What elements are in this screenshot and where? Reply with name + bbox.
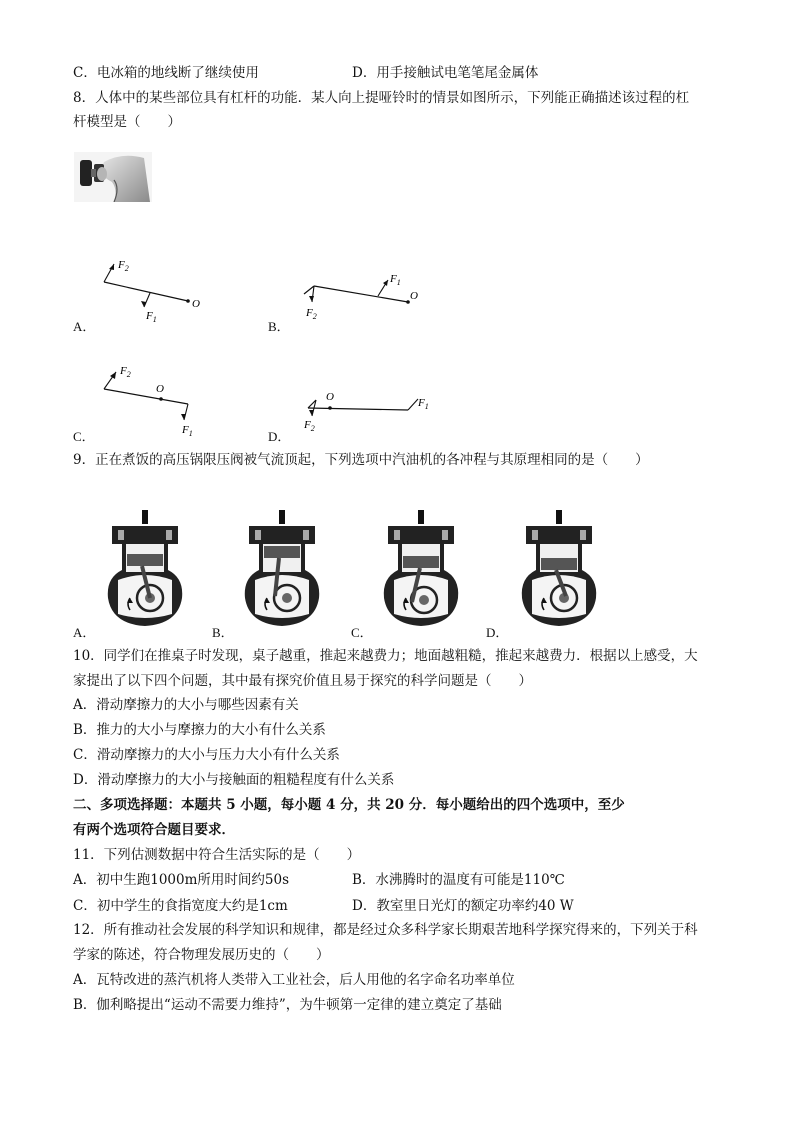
q10-option-c[interactable]: C．滑动摩擦力的大小与压力大小有什么关系 bbox=[73, 747, 340, 763]
q10-stem-line2: 家提出了以下四个问题，其中最有探究价值且易于探究的科学问题是（ ） bbox=[73, 673, 532, 689]
q11-option-c[interactable]: C．初中学生的食指宽度大约是1cm bbox=[73, 898, 288, 914]
f2-label: $F_2$ bbox=[304, 419, 315, 433]
q11-stem: 11．下列估测数据中符合生活实际的是（ ） bbox=[73, 847, 361, 863]
section2-title-line2: 有两个选项符合题目要求． bbox=[73, 822, 235, 838]
q10-option-b[interactable]: B．推力的大小与摩擦力的大小有什么关系 bbox=[73, 722, 326, 738]
lever-diagram-c[interactable] bbox=[98, 360, 208, 440]
q10-option-d[interactable]: D．滑动摩擦力的大小与接触面的粗糙程度有什么关系 bbox=[73, 772, 395, 788]
q12-option-b[interactable]: B．伽利略提出“运动不需要力维持”，为牛顿第一定律的建立奠定了基础 bbox=[73, 997, 502, 1013]
q8-option-a-label[interactable]: A． bbox=[73, 319, 96, 334]
lever-diagram-b[interactable] bbox=[296, 262, 426, 327]
lever-diagram-d[interactable] bbox=[296, 378, 436, 438]
section2-title-line1: 二、多项选择题：本题共 5 小题，每小题 4 分，共 20 分．每小题给出的四个选项中，至少 bbox=[73, 797, 625, 813]
f2-label: $F_2$ bbox=[306, 307, 317, 321]
engine-stroke-a[interactable] bbox=[104, 510, 186, 628]
q10-stem-line1: 10．同学们在推桌子时发现，桌子越重，推起来越费力；地面越粗糙，推起来越费力．根据以上感受，大 bbox=[73, 648, 698, 664]
engine-stroke-d[interactable] bbox=[518, 510, 600, 628]
engine-stroke-c[interactable] bbox=[380, 510, 462, 628]
f1-label: $F_1$ bbox=[146, 310, 157, 324]
q12-stem-line2: 学家的陈述，符合物理发展历史的（ ） bbox=[73, 947, 330, 963]
q11-option-b[interactable]: B．水沸腾时的温度有可能是110℃ bbox=[352, 872, 565, 888]
q9-option-c-label[interactable]: C． bbox=[351, 625, 373, 640]
f2-label: $F_2$ bbox=[118, 259, 129, 273]
q7-option-c: C．电冰箱的地线断了继续使用 bbox=[73, 65, 259, 81]
q8-option-b-label[interactable]: B． bbox=[268, 319, 290, 334]
q7-option-d: D．用手接触试电笔笔尾金属体 bbox=[352, 65, 539, 81]
q9-stem: 9．正在煮饭的高压锅限压阀被气流顶起，下列选项中汽油机的各冲程与其原理相同的是（ ） bbox=[73, 452, 649, 468]
f1-label: $F_1$ bbox=[390, 273, 401, 287]
f1-label: $F_1$ bbox=[182, 424, 193, 438]
pivot-o-label: O bbox=[410, 290, 418, 302]
q8-stem-line2: 杆模型是（ ） bbox=[73, 114, 181, 130]
f1-label: $F_1$ bbox=[418, 397, 429, 411]
q8-option-d-label[interactable]: D． bbox=[268, 429, 291, 444]
engine-stroke-b[interactable] bbox=[241, 510, 323, 628]
q8-option-c-label[interactable]: C． bbox=[73, 429, 95, 444]
q9-option-b-label[interactable]: B． bbox=[212, 625, 234, 640]
q9-option-a-label[interactable]: A． bbox=[73, 625, 96, 640]
q9-option-d-label[interactable]: D． bbox=[486, 625, 509, 640]
q12-stem-line1: 12．所有推动社会发展的科学知识和规律，都是经过众多科学家长期艰苦地科学探究得来的，下列关于科 bbox=[73, 922, 698, 938]
pivot-o-label: O bbox=[192, 298, 200, 310]
q8-stem-line1: 8．人体中的某些部位具有杠杆的功能．某人向上提哑铃时的情景如图所示，下列能正确描述该过程的杠 bbox=[73, 90, 690, 106]
q11-option-d[interactable]: D．教室里日光灯的额定功率约40 W bbox=[352, 898, 574, 914]
pivot-o-label: O bbox=[156, 383, 164, 395]
q10-option-a[interactable]: A．滑动摩擦力的大小与哪些因素有关 bbox=[73, 697, 299, 713]
pivot-o-label: O bbox=[326, 391, 334, 403]
lever-diagram-a[interactable] bbox=[98, 255, 208, 325]
q12-option-a[interactable]: A．瓦特改进的蒸汽机将人类带入工业社会，后人用他的名字命名功率单位 bbox=[73, 972, 515, 988]
f2-label: $F_2$ bbox=[120, 365, 131, 379]
q11-option-a[interactable]: A．初中生跑1000m所用时间约50s bbox=[73, 872, 290, 888]
dumbbell-arm-image bbox=[74, 152, 152, 202]
